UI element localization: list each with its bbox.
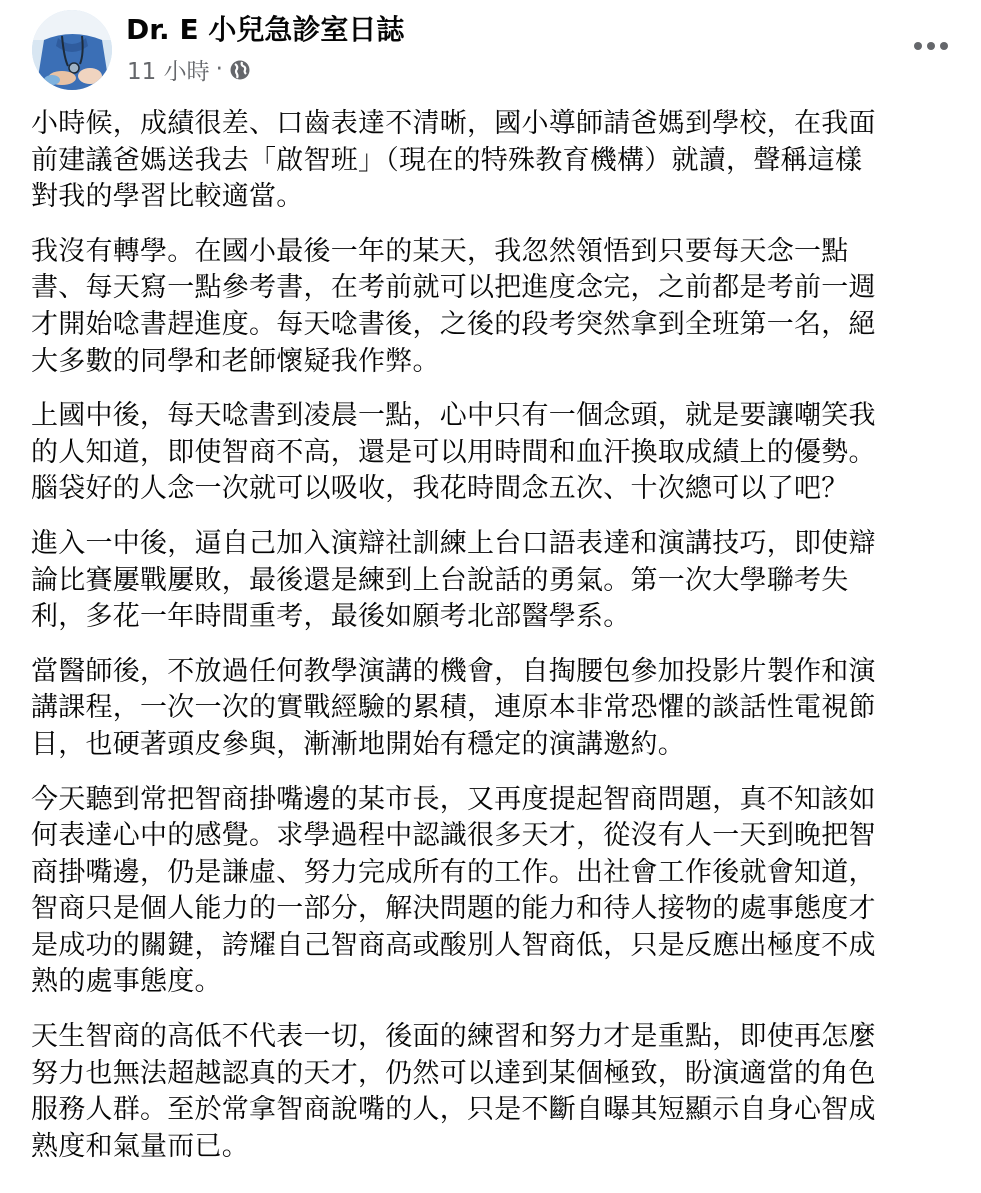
post-timestamp[interactable]: 11 小時	[127, 58, 210, 85]
more-horizontal-icon	[913, 41, 949, 51]
post-paragraph: 今天聽到常把智商掛嘴邊的某市長，又再度提起智商問題，真不知該如 何表達心中的感覺。求學過程中認識很多天才，從沒有人一天到晚把智 商掛嘴邊，仍是謙虛、努力完成所有的工作。出社會工作後就會知道， 智商只是個人能力的一部分，解決問題的能力和待人接物的處事態度才 是成功的關鍵，誇耀自己智商高或酸別人智商低，只是反應出極度不成 熟的處事態度。	[31, 783, 876, 998]
author-avatar[interactable]	[32, 10, 112, 90]
author-name[interactable]: Dr. E 小兒急診室日誌	[126, 13, 405, 46]
post-paragraph: 上國中後，每天唸書到凌晨一點，心中只有一個念頭，就是要讓嘲笑我 的人知道，即使智商不高，還是可以用時間和血汗換取成績上的優勢。 腦袋好的人念一次就可以吸收，我花時間念五次、十次總可以了吧？	[31, 400, 876, 505]
more-options-button[interactable]	[906, 28, 956, 64]
post-header	[0, 0, 981, 100]
post-paragraph: 我沒有轉學。在國小最後一年的某天，我忽然領悟到只要每天念一點 書、每天寫一點參考書，在考前就可以把進度念完，之前都是考前一週 才開始唸書趕進度。每天唸書後，之後的段考突然拿到全班第一名，絕 大多數的同學和老師懷疑我作弊。	[31, 235, 876, 377]
post-paragraph: 小時候，成績很差、口齒表達不清晰，國小導師請爸媽到學校，在我面 前建議爸媽送我去「啟智班」（現在的特殊教育機構）就讀，聲稱這樣 對我的學習比較適當。	[31, 108, 876, 213]
doctor-avatar-icon	[32, 10, 112, 90]
meta-separator: ·	[215, 56, 223, 82]
post-paragraph: 進入一中後，逼自己加入演辯社訓練上台口語表達和演講技巧，即使辯 論比賽屢戰屢敗，最後還是練到上台說話的勇氣。第一次大學聯考失 利，多花一年時間重考，最後如願考北部醫學系。	[31, 527, 876, 633]
post-body	[31, 106, 967, 1183]
post-paragraph: 天生智商的高低不代表一切，後面的練習和努力才是重點，即使再怎麼 努力也無法超越認真的天才，仍然可以達到某個極致，盼演適當的角色 服務人群。至於常拿智商說嘴的人，只是不斷自曝其短顯示自身心智成 熟度和氣量而已。	[31, 1021, 876, 1162]
post-meta	[127, 54, 251, 84]
globe-icon[interactable]	[229, 59, 251, 81]
post-paragraph: 當醫師後，不放過任何教學演講的機會，自掏腰包參加投影片製作和演 講課程，一次一次的實戰經驗的累積，連原本非常恐懼的談話性電視節 目，也硬著頭皮參與，漸漸地開始有穩定的演講邀約。	[31, 655, 876, 760]
